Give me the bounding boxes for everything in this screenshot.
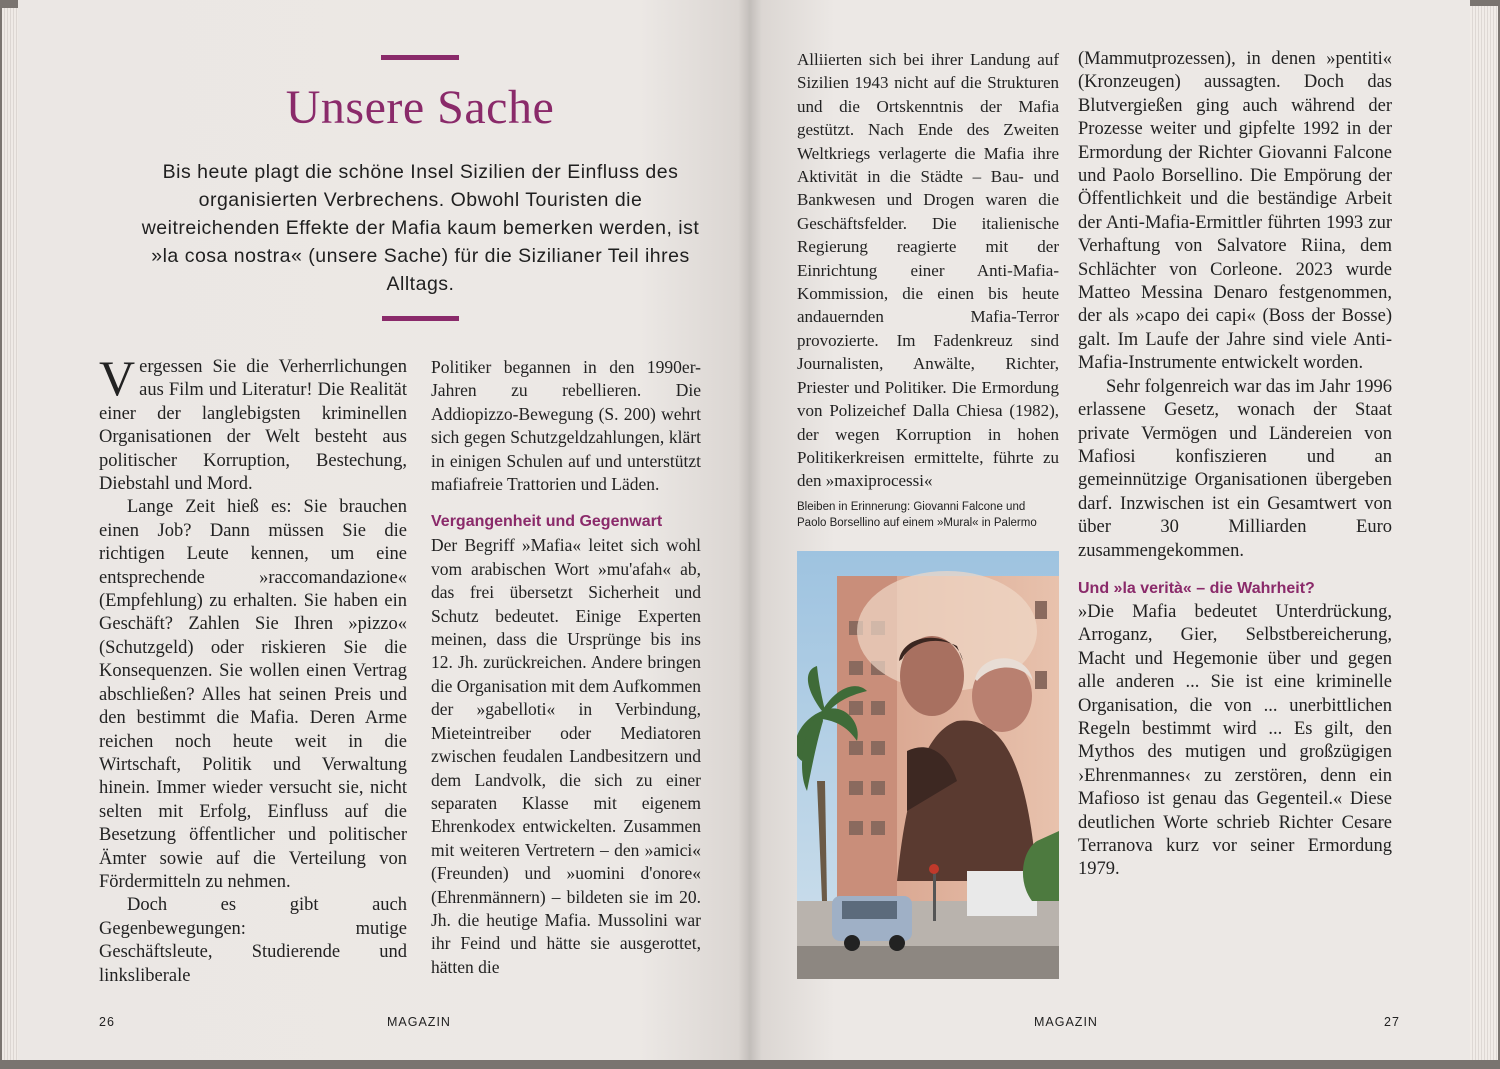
paragraph bbox=[99, 350, 407, 496]
paragraph: Lange Zeit hieß es: Sie brauchen einen Job? Dann müssen Sie die richtigen Leute kennen, um eine entsprechende »raccomandazione« (Empfehlung) zu erhalten. Sie haben ein Geschäft? Zahlen Sie Ihren »pizzo« (Schutzgeld) oder riskieren Sie die Konsequenzen. Sie wollen einen Vertrag abschließen? Alles hat seinen Preis und den bestimmt die Mafia. Deren Arme reichen noch heute weit in die Wirtschaft, Politik und Verwaltung hinein. Immer wieder versucht sie, nicht selten mit Erfolg, Einfluss auf die Besetzung öffentlicher und politischer Ämter sowie auf die Verteilung von Fördermitteln zu nehmen. bbox=[99, 497, 407, 892]
page-edges-right bbox=[1470, 6, 1498, 1060]
paragraph: Alliierten sich bei ihrer Landung auf Sizilien 1943 nicht auf die Strukturen und die Ortskenntnis der Mafia gestützt. Nach Ende des Zweiten Weltkriegs verlagerte die Mafia ihre Aktivität in die Städte – Bau- und Bankwesen und Drogen waren die Geschäftsfelder. Die italienische Regierung reagierte mit der Einrichtung einer Anti-Mafia-Kommission, die einen bis heute andauernden Mafia-Terror provozierte. Im Fadenkreuz sind Journalisten, Anwälte, Richter, Priester und Politiker. Die Ermordung von Polizeichef Dalla Chiesa (1982), der wegen Korruption in hohen Politikerkreisen ermittelte, führte zu den »maxiprocessi« bbox=[797, 50, 1059, 491]
right-column-1 bbox=[797, 48, 1059, 493]
title-rule-top bbox=[381, 55, 459, 60]
photo-caption: Bleiben in Erinnerung: Giovanni Falcone und Paolo Borsellino auf einem »Mural« in Palermo bbox=[797, 501, 1037, 529]
paragraph: Sehr folgenreich war das im Jahr 1996 erlassene Gesetz, wonach der Staat private Vermögen und Ländereien von Mafiosi konfiszieren und an gemeinnützige Organisationen übergeben darf. Inzwischen ist ein Gesamtwert von über 30 Milliarden Euro zusammengekommen. bbox=[1078, 376, 1392, 561]
paragraph: Der Begriff »Mafia« leitet sich wohl vom arabischen Wort »mu'afah« ab, das frei übersetzt Sicherheit und Schutz bedeutet. Einige Experten meinen, dass die Ursprünge bis ins 12. Jh. zurückreichen. Andere bringen die Organisation mit dem Aufkommen der »gabelloti« in Verbindung, Mieteintreiber oder Mediatoren zwischen feudalen Landbesitzern und dem Landvolk, die sich zu einer separaten Klasse mit eigenem Ehrenkodex entwickelten. Zusammen mit weiteren Vertretern – den »amici« (Freunden) und »uomini d'onore« (Ehrenmännern) – bildeten sie im 20. Jh. die heutige Mafia. Mussolini war ihr Feind und hätte sie ausgerottet, hätten die bbox=[431, 535, 701, 977]
article-title: Unsere Sache bbox=[285, 81, 555, 134]
page-number-left: 26 bbox=[99, 1015, 115, 1029]
paragraph: »Die Mafia bedeutet Unterdrückung, Arroganz, Gier, Selbstbereicherung, Macht und Hegemonie über und gegen alle anderen ... Sie ist eine kriminelle Organisation, die von ... unerbittlichen Regeln bestimmt wird ... Es gilt, den Mythos des mutigen und großzügigen ›Ehrenmannes‹ zu zerstören, denn ein Mafioso ist genau das Gegenteil.« Diese deutlichen Worte schrieb Richter Cesare Terranova kurz vor seiner Ermordung 1979. bbox=[1078, 601, 1392, 880]
paragraph: (Mammutprozessen), in denen »pentiti« (Kronzeugen) aussagten. Doch das Blutvergießen ging auch während der Prozesse weiter und gipfelte 1992 in der Ermordung der Richter Giovanni Falcone und Paolo Borsellino. Die Empörung der Öffentlichkeit und die beständige Arbeit der Anti-Mafia-Ermittler führten 1993 zur Verhaftung von Salvatore Riina, dem Schlächter von Corleone. 2023 wurde Matteo Messina Denaro festgenommen, der als »capo dei capi« (Boss der Bosse) galt. Im Laufe der Jahre sind viele Anti-Mafia-Instrumente entwickelt worden. bbox=[1078, 49, 1392, 374]
book-gutter bbox=[738, 0, 762, 1060]
right-column-2 bbox=[1078, 48, 1392, 882]
section-label-left: MAGAZIN bbox=[387, 1015, 451, 1029]
title-rule-bottom bbox=[382, 316, 459, 321]
section-heading: Vergangenheit und Gegenwart bbox=[431, 513, 663, 531]
article-lead: Bis heute plagt die schöne Insel Sizilien der Einfluss des organisierten Verbrechens. Obwohl Touristen die weitreichenden Effekte der Mafia kaum bemerken werden, ist »la cosa nostra« (unsere Sache) für die Sizilianer Teil ihres Alltags. bbox=[141, 161, 700, 295]
left-column-2 bbox=[431, 356, 701, 979]
paragraph-text: ergessen Sie die Verherrlichungen aus Film und Literatur! Die Realität einer der langlebigsten kriminellen Organisationen der Welt besteht aus politischer Korruption, Bestechung, Diebstahl und Mord. bbox=[99, 357, 407, 495]
paragraph: Politiker begannen in den 1990er-Jahren zu rebellieren. Die Addiopizzo-Bewegung (S. 200) wehrt sich gegen Schutzgeldzahlungen, klärt in einigen Schulen auf und unterstützt mafiafreie Trattorien und Läden. bbox=[431, 357, 701, 495]
section-heading: Und »la verità« – die Wahrheit? bbox=[1078, 579, 1315, 597]
section-label-right: MAGAZIN bbox=[1034, 1015, 1098, 1029]
page-number-right: 27 bbox=[1384, 1015, 1400, 1029]
left-column-1 bbox=[99, 350, 407, 988]
mural-photo bbox=[797, 551, 1059, 979]
paragraph: Doch es gibt auch Gegenbewegungen: mutige Geschäftsleute, Studierende und linksliberale bbox=[99, 895, 407, 986]
drop-cap: V bbox=[99, 350, 136, 406]
